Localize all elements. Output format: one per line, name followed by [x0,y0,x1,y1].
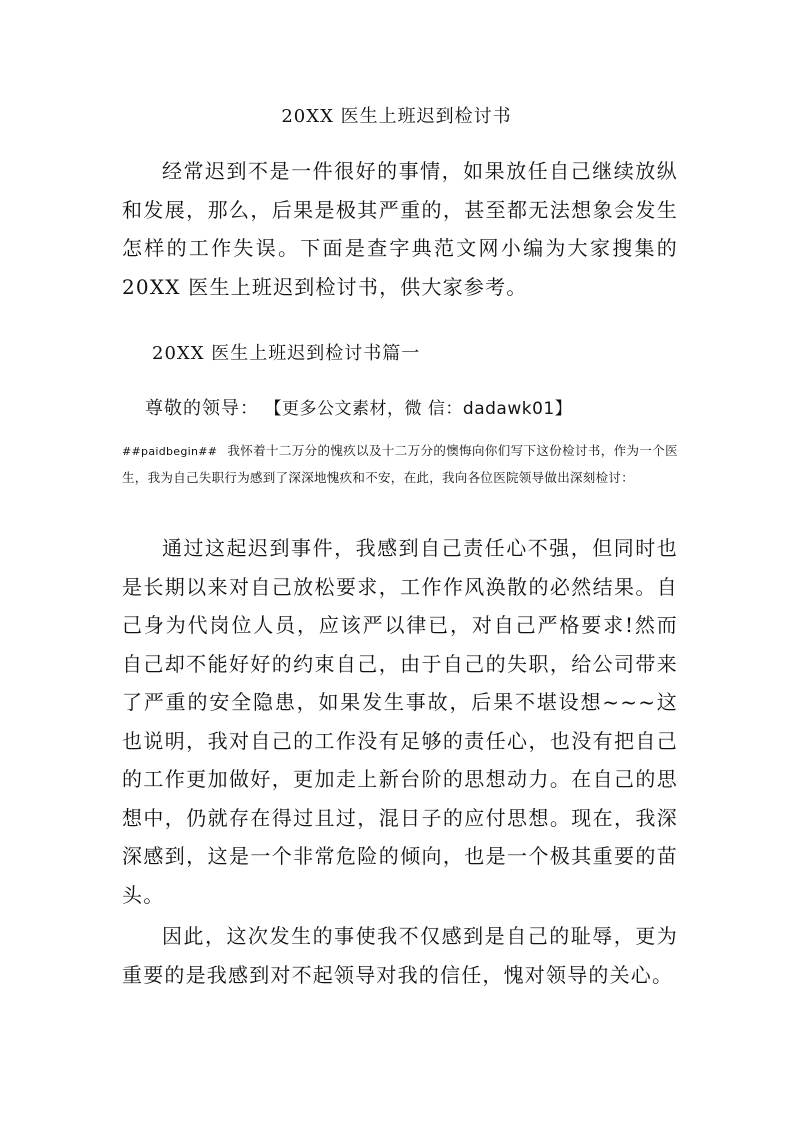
body-paragraph-2: 因此，这次发生的事使我不仅感到是自己的耻辱，更为重要的是我感到对不起领导对我的信任，愧对领导的关心。 [122,924,678,987]
small-print-text: 我怀着十二万分的愧疚以及十二万分的懊悔向你们写下这份检讨书，作为一个医生，我为自己失职行为感到了深深地愧疚和不安，在此，我向各位医院领导做出深刻检讨： [122,443,678,485]
document-title: 20XX 医生上班迟到检讨书 [281,106,512,127]
paid-begin-tag: ##paidbegin## [122,445,218,458]
promo-text: 【更多公文素材，微 信：dadawk01】 [273,399,573,419]
intro-paragraph: 经常迟到不是一件很好的事情，如果放任自己继续放纵和发展，那么，后果是极其严重的，甚至都无法想象会发生怎样的工作失误。下面是查字典范文网小编为大家搜集的 20XX 医生上班迟到检讨书，供大家参考。 [122,159,678,299]
section-heading: 20XX 医生上班迟到检讨书篇一 [152,343,421,364]
salutation-line [145,395,572,423]
small-print-paragraph [122,438,678,490]
body-paragraph-1: 通过这起迟到事件，我感到自己责任心不强，但同时也是长期以来对自己放松要求，工作作风涣散的必然结果。自己身为代岗位人员，应该严以律已，对自己严格要求!然而自己却不能好好的约束自己，由于自己的失职，给公司带来了严重的安全隐患，如果发生事故，后果不堪设想~~~这也说明，我对自己的工作没有足够的责任心，也没有把自己的工作更加做好，更加走上新台阶的思想动力。在自己的思想中，仍就存在得过且过，混日子的应付思想。现在，我深深感到，这是一个非常危险的倾向，也是一个极其重要的苗头。 [122,536,678,907]
salutation-text: 尊敬的领导： [145,398,259,419]
